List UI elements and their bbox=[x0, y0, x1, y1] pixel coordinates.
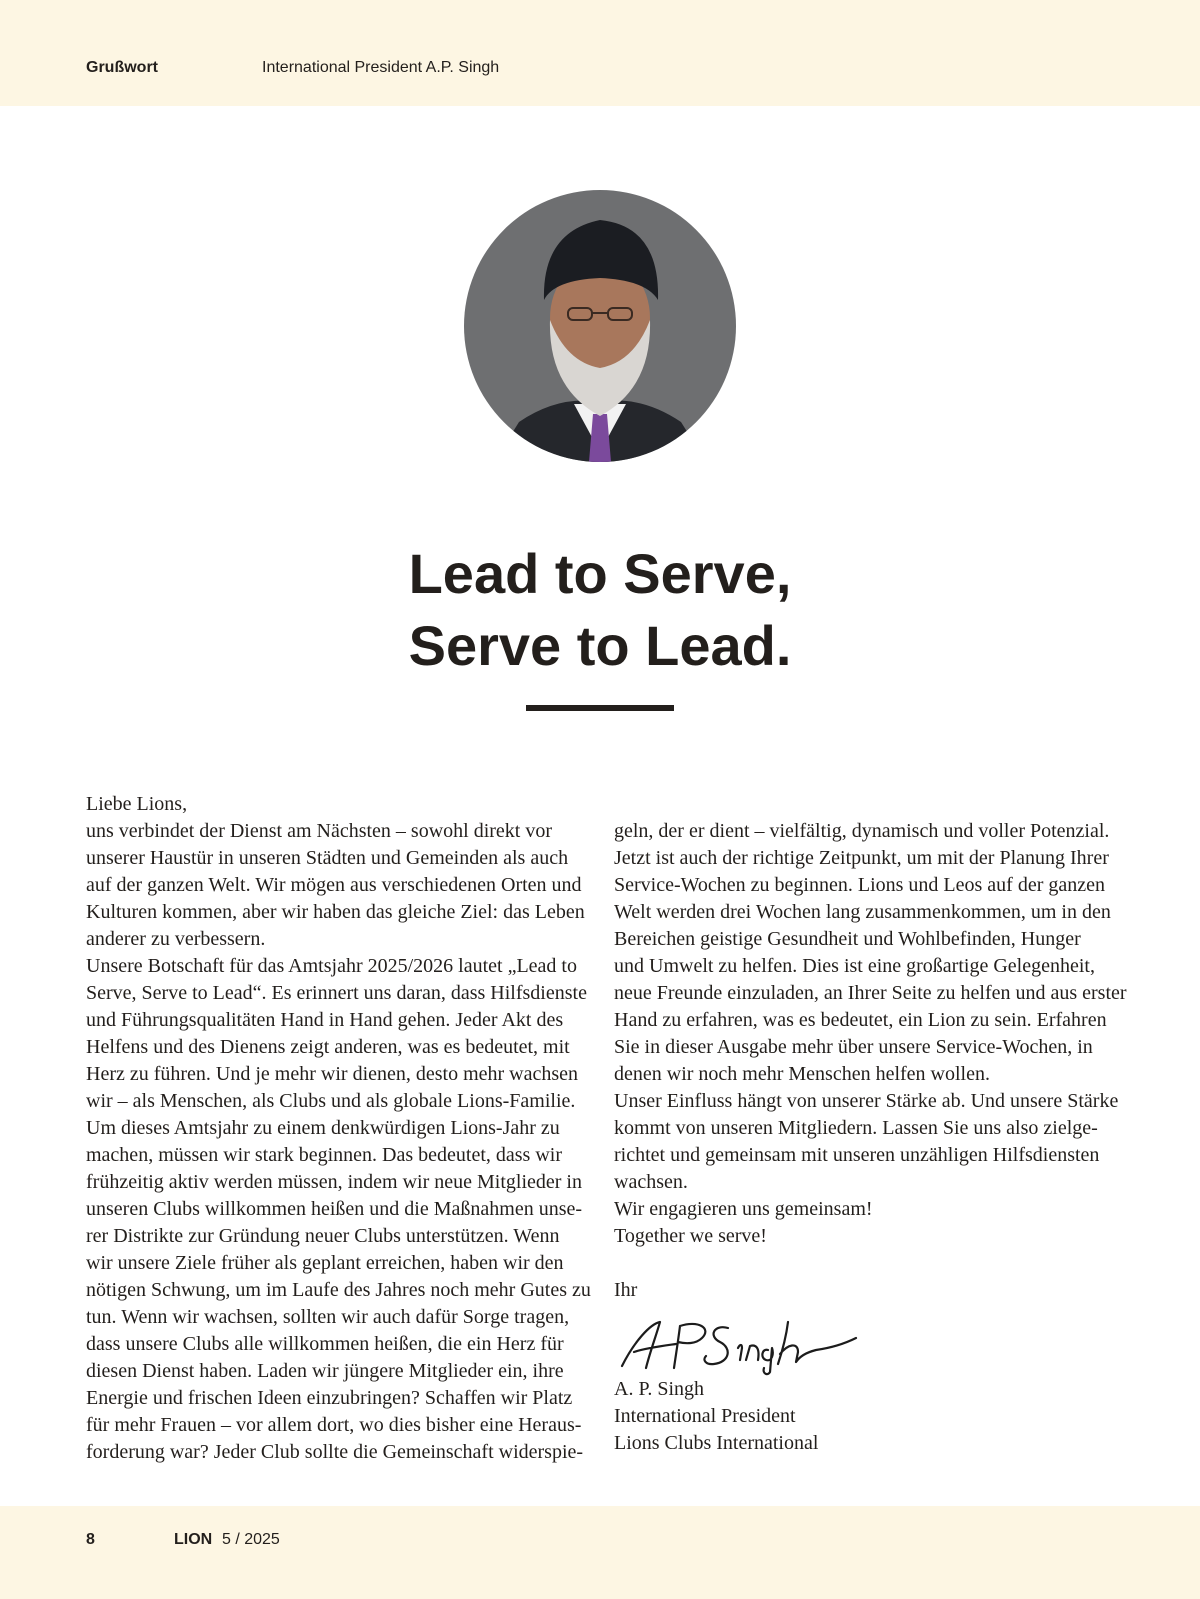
title-line-1: Lead to Serve, bbox=[408, 542, 792, 605]
letter-line: wir unsere Ziele früher als geplant erreichen, haben wir den bbox=[86, 1252, 564, 1274]
letter-line: Unsere Botschaft für das Amtsjahr 2025/2026 lautet „Lead to bbox=[86, 955, 577, 977]
letter-line: Liebe Lions, bbox=[86, 793, 188, 815]
letter-line: dass unsere Clubs alle willkommen heißen, die ein Herz für bbox=[86, 1333, 564, 1355]
signature-icon bbox=[616, 1314, 866, 1376]
section-label: Grußwort bbox=[86, 59, 158, 76]
letter-line: für mehr Frauen – vor allem dort, wo dies bisher eine Heraus- bbox=[86, 1414, 582, 1436]
letter-line: nötigen Schwung, um im Laufe des Jahres noch mehr Gutes zu bbox=[86, 1279, 591, 1301]
letter-line: Unser Einfluss hängt von unserer Stärke ab. Und unsere Stärke bbox=[614, 1090, 1119, 1112]
letter-line: kommt von unseren Mitgliedern. Lassen Sie uns also zielge- bbox=[614, 1117, 1098, 1139]
issue-number: 5 / 2025 bbox=[222, 1531, 280, 1548]
letter-line: Jetzt ist auch der richtige Zeitpunkt, um mit der Planung Ihrer bbox=[614, 847, 1109, 869]
letter-line: diesen Dienst haben. Laden wir jüngere Mitglieder ein, ihre bbox=[86, 1360, 564, 1382]
letter-line: Energie und frischen Ideen einzubringen? Schaffen wir Platz bbox=[86, 1387, 573, 1409]
letter-line: Sie in dieser Ausgabe mehr über unsere Service-Wochen, in bbox=[614, 1036, 1093, 1058]
letter-line: Um dieses Amtsjahr zu einem denkwürdigen Lions-Jahr zu bbox=[86, 1117, 560, 1139]
letter-line: Hand zu erfahren, was es bedeutet, ein Lion zu sein. Erfahren bbox=[614, 1009, 1107, 1031]
letter-closing: Ihr bbox=[614, 1279, 638, 1301]
portrait-photo-icon bbox=[464, 190, 736, 462]
title-divider bbox=[526, 705, 674, 711]
title-line-2: Serve to Lead. bbox=[408, 614, 792, 677]
letter-line: wir – als Menschen, als Clubs und als globale Lions-Familie. bbox=[86, 1090, 576, 1112]
letter-line: und Umwelt zu helfen. Dies ist eine großartige Gelegenheit, bbox=[614, 955, 1095, 977]
letter-line: Serve, Serve to Lead“. Es erinnert uns daran, dass Hilfsdienste bbox=[86, 982, 587, 1004]
letter-line: Herz zu führen. Und je mehr wir dienen, desto mehr wachsen bbox=[86, 1063, 579, 1085]
letter-line: forderung war? Jeder Club sollte die Gemeinschaft widerspie- bbox=[86, 1441, 584, 1463]
magazine-name: LION bbox=[174, 1531, 213, 1548]
letter-line: Together we serve! bbox=[614, 1225, 767, 1247]
letter-line: unseren Clubs willkommen heißen und die Maßnahmen unse- bbox=[86, 1198, 583, 1220]
letter-line: Wir engagieren uns gemeinsam! bbox=[614, 1198, 873, 1220]
letter-column-left bbox=[86, 791, 606, 1466]
paragraph-gap bbox=[614, 1250, 1134, 1277]
letter-line: Service-Wochen zu beginnen. Lions und Leos auf der ganzen bbox=[614, 874, 1105, 896]
letter-line: uns verbindet der Dienst am Nächsten – sowohl direkt vor bbox=[86, 820, 553, 842]
letter-line: unserer Haustür in unseren Städten und Gemeinden als auch bbox=[86, 847, 569, 869]
letter-line: machen, müssen wir stark beginnen. Das bedeutet, dass wir bbox=[86, 1144, 562, 1166]
page-title bbox=[0, 538, 1200, 682]
page-number: 8 bbox=[86, 1531, 95, 1548]
letter-line: wachsen. bbox=[614, 1171, 688, 1193]
letter-line: und Führungsqualitäten Hand in Hand gehen. Jeder Akt des bbox=[86, 1009, 564, 1031]
header-band bbox=[0, 0, 1200, 106]
letter-line: rer Distrikte zur Gründung neuer Clubs unterstützen. Wenn bbox=[86, 1225, 560, 1247]
header-subtitle: International President A.P. Singh bbox=[262, 59, 500, 76]
signer-title: International President bbox=[614, 1405, 796, 1427]
letter-line: frühzeitig aktiv werden müssen, indem wir neue Mitglieder in bbox=[86, 1171, 582, 1193]
letter-line: auf der ganzen Welt. Wir mögen aus verschiedenen Orten und bbox=[86, 874, 582, 896]
letter-line: anderer zu verbessern. bbox=[86, 928, 266, 950]
portrait-photo bbox=[464, 190, 736, 462]
letter-line: Welt werden drei Wochen lang zusammenkommen, um in den bbox=[614, 901, 1111, 923]
letter-line: Kulturen kommen, aber wir haben das gleiche Ziel: das Leben bbox=[86, 901, 585, 923]
signer-organization: Lions Clubs International bbox=[614, 1432, 819, 1454]
letter-line: Bereichen geistige Gesundheit und Wohlbefinden, Hunger bbox=[614, 928, 1081, 950]
letter-line: tun. Wenn wir wachsen, sollten wir auch dafür Sorge tragen, bbox=[86, 1306, 570, 1328]
footer-band bbox=[0, 1506, 1200, 1599]
letter-line: geln, der er dient – vielfältig, dynamisch und voller Potenzial. bbox=[614, 820, 1110, 842]
letter-line: richtet und gemeinsam mit unseren unzähligen Hilfsdiensten bbox=[614, 1144, 1100, 1166]
signer-name: A. P. Singh bbox=[614, 1378, 705, 1400]
letter-line: neue Freunde einzuladen, an Ihrer Seite zu helfen und aus erster bbox=[614, 982, 1127, 1004]
letter-line: denen wir noch mehr Menschen helfen wollen. bbox=[614, 1063, 990, 1085]
letter-column-right bbox=[614, 818, 1134, 1457]
letter-line: Helfens und des Dienens zeigt anderen, was es bedeutet, mit bbox=[86, 1036, 570, 1058]
